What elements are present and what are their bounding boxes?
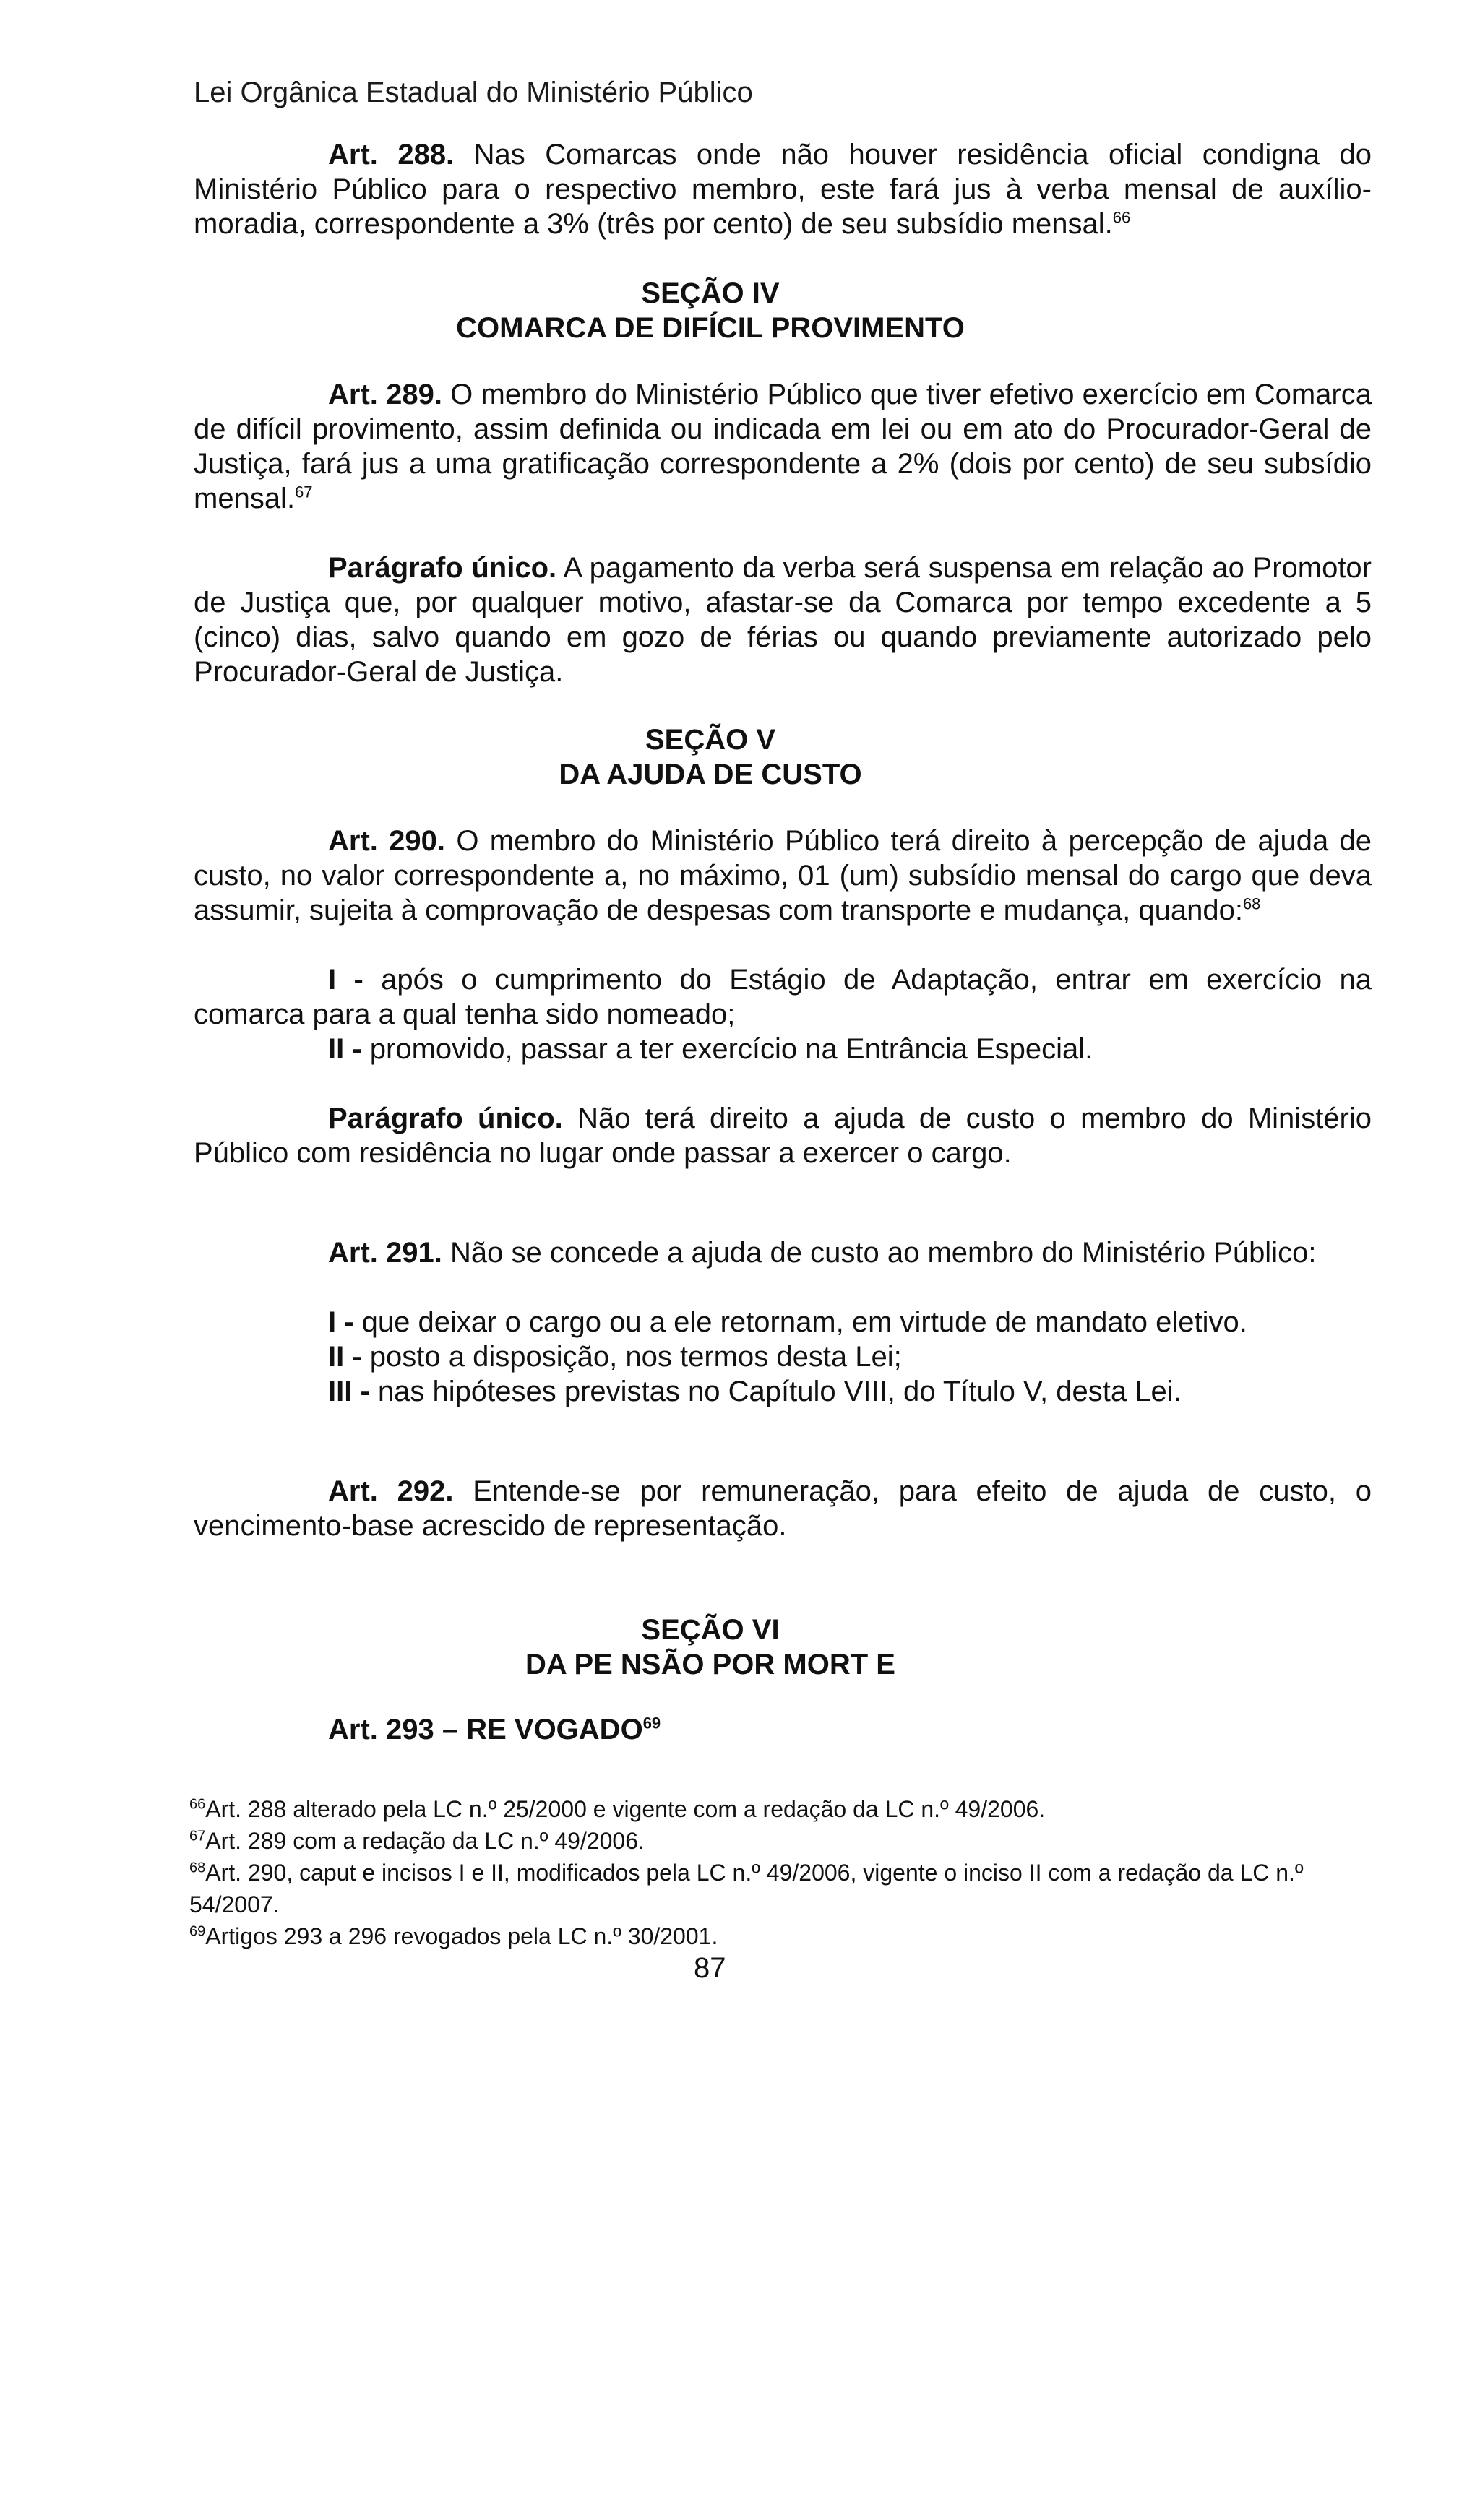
- article-293: [194, 1712, 1372, 1747]
- section-heading-v: [194, 722, 1227, 792]
- footnotes: [189, 1793, 1374, 1952]
- footnote: [189, 1857, 1374, 1920]
- item-label: II -: [328, 1033, 362, 1065]
- article-text: Nas Comarcas onde não houver residência oficial condigna do Ministério Público para o respectivo membro, este fará jus à verba mensal de auxílio-moradia, correspondente a 3% (três por cento) de seu subsídio mensal.: [194, 139, 1372, 240]
- footnote-text: Art. 290, caput e incisos I e II, modificados pela LC n.º 49/2006, vigente o inciso II com a redação da LC n.º 54/2007.: [189, 1860, 1304, 1917]
- section-subtitle: DA AJUDA DE CUSTO: [559, 759, 862, 790]
- footnote-number: 68: [189, 1860, 206, 1876]
- article-label: Art. 292.: [328, 1475, 454, 1507]
- page-number: 87: [694, 1952, 726, 1984]
- item-label: I -: [328, 964, 363, 996]
- item-text: após o cumprimento do Estágio de Adaptação, entrar em exercício na comarca para a qual tenha sido nomeado;: [194, 964, 1372, 1030]
- section-title: SEÇÃO V: [645, 724, 776, 756]
- article-290: [194, 824, 1372, 1170]
- item-label: I -: [328, 1306, 354, 1338]
- article-label: Art. 288.: [328, 139, 455, 171]
- article-text: O membro do Ministério Público terá direito à percepção de ajuda de custo, no valor correspondente a, no máximo, 01 (um) subsídio mensal do cargo que deva assumir, sujeita à comprovação de despesas com transporte e mudança, quando:: [194, 825, 1372, 926]
- paragraph-text: A pagamento da verba será suspensa em relação ao Promotor de Justiça que, por qualquer motivo, afastar-se da Comarca por tempo excedente a 5 (cinco) dias, salvo quando em gozo de férias ou quando previamente autorizado pelo Procurador-Geral de Justiça.: [194, 552, 1372, 688]
- item-label: II -: [328, 1341, 362, 1373]
- footnote-text: Art. 289 com a redação da LC n.º 49/2006.: [205, 1828, 645, 1854]
- section-subtitle: DA PE NSÃO POR MORT E: [525, 1649, 895, 1680]
- footnote-number: 69: [189, 1923, 206, 1940]
- article-291: [194, 1235, 1372, 1409]
- footnote-ref: 68: [1242, 894, 1261, 913]
- footnote-number: 66: [189, 1796, 206, 1813]
- running-header: Lei Orgânica Estadual do Ministério Público: [194, 77, 753, 108]
- article-288: [194, 137, 1372, 241]
- article-label: Art. 291.: [328, 1237, 442, 1269]
- article-label: Art. 290.: [328, 825, 446, 857]
- article-text: Entende-se por remuneração, para efeito de ajuda de custo, o vencimento-base acrescido de representação.: [194, 1475, 1372, 1542]
- article-text: O membro do Ministério Público que tiver efetivo exercício em Comarca de difícil provimento, assim definida ou indicada em lei ou em ato do Procurador-Geral de Justiça, fará jus a uma gratificação correspondente a 2% (dois por cento) de seu subsídio mensal.: [194, 379, 1372, 514]
- footnote-text: Art. 288 alterado pela LC n.º 25/2000 e vigente com a redação da LC n.º 49/2006.: [205, 1796, 1046, 1822]
- section-heading-iv: [194, 276, 1227, 345]
- footnote-ref: 67: [295, 483, 313, 501]
- section-title: SEÇÃO IV: [641, 277, 780, 309]
- section-title: SEÇÃO VI: [641, 1614, 780, 1646]
- footnote-ref: 69: [642, 1714, 661, 1733]
- paragraph-text: Não terá direito a ajuda de custo o membro do Ministério Público com residência no lugar onde passar a exercer o cargo.: [194, 1102, 1372, 1169]
- item-label: III -: [328, 1376, 370, 1407]
- article-292: [194, 1474, 1372, 1543]
- item-text: promovido, passar a ter exercício na Entrância Especial.: [369, 1033, 1093, 1065]
- paragraph-label: Parágrafo único.: [328, 1102, 563, 1134]
- article-289: [194, 377, 1372, 689]
- section-heading-vi: [194, 1613, 1227, 1682]
- footnote-number: 67: [189, 1828, 206, 1844]
- item-text: posto a disposição, nos termos desta Lei;: [369, 1341, 902, 1373]
- article-label: Art. 289.: [328, 379, 442, 410]
- paragraph-label: Parágrafo único.: [328, 552, 557, 584]
- article-text: Art. 293 – RE VOGADO: [328, 1714, 643, 1746]
- section-subtitle: COMARCA DE DIFÍCIL PROVIMENTO: [456, 312, 965, 344]
- article-text: Não se concede a ajuda de custo ao membro do Ministério Público:: [449, 1237, 1317, 1269]
- footnote: [189, 1920, 1374, 1952]
- footnote: [189, 1825, 1374, 1857]
- footnote-text: Artigos 293 a 296 revogados pela LC n.º 30/2001.: [205, 1923, 718, 1949]
- item-text: que deixar o cargo ou a ele retornam, em virtude de mandato eletivo.: [361, 1306, 1247, 1338]
- footnote-ref: 66: [1112, 208, 1131, 227]
- footnote: [189, 1793, 1374, 1825]
- item-text: nas hipóteses previstas no Capítulo VIII, do Título V, desta Lei.: [377, 1376, 1182, 1407]
